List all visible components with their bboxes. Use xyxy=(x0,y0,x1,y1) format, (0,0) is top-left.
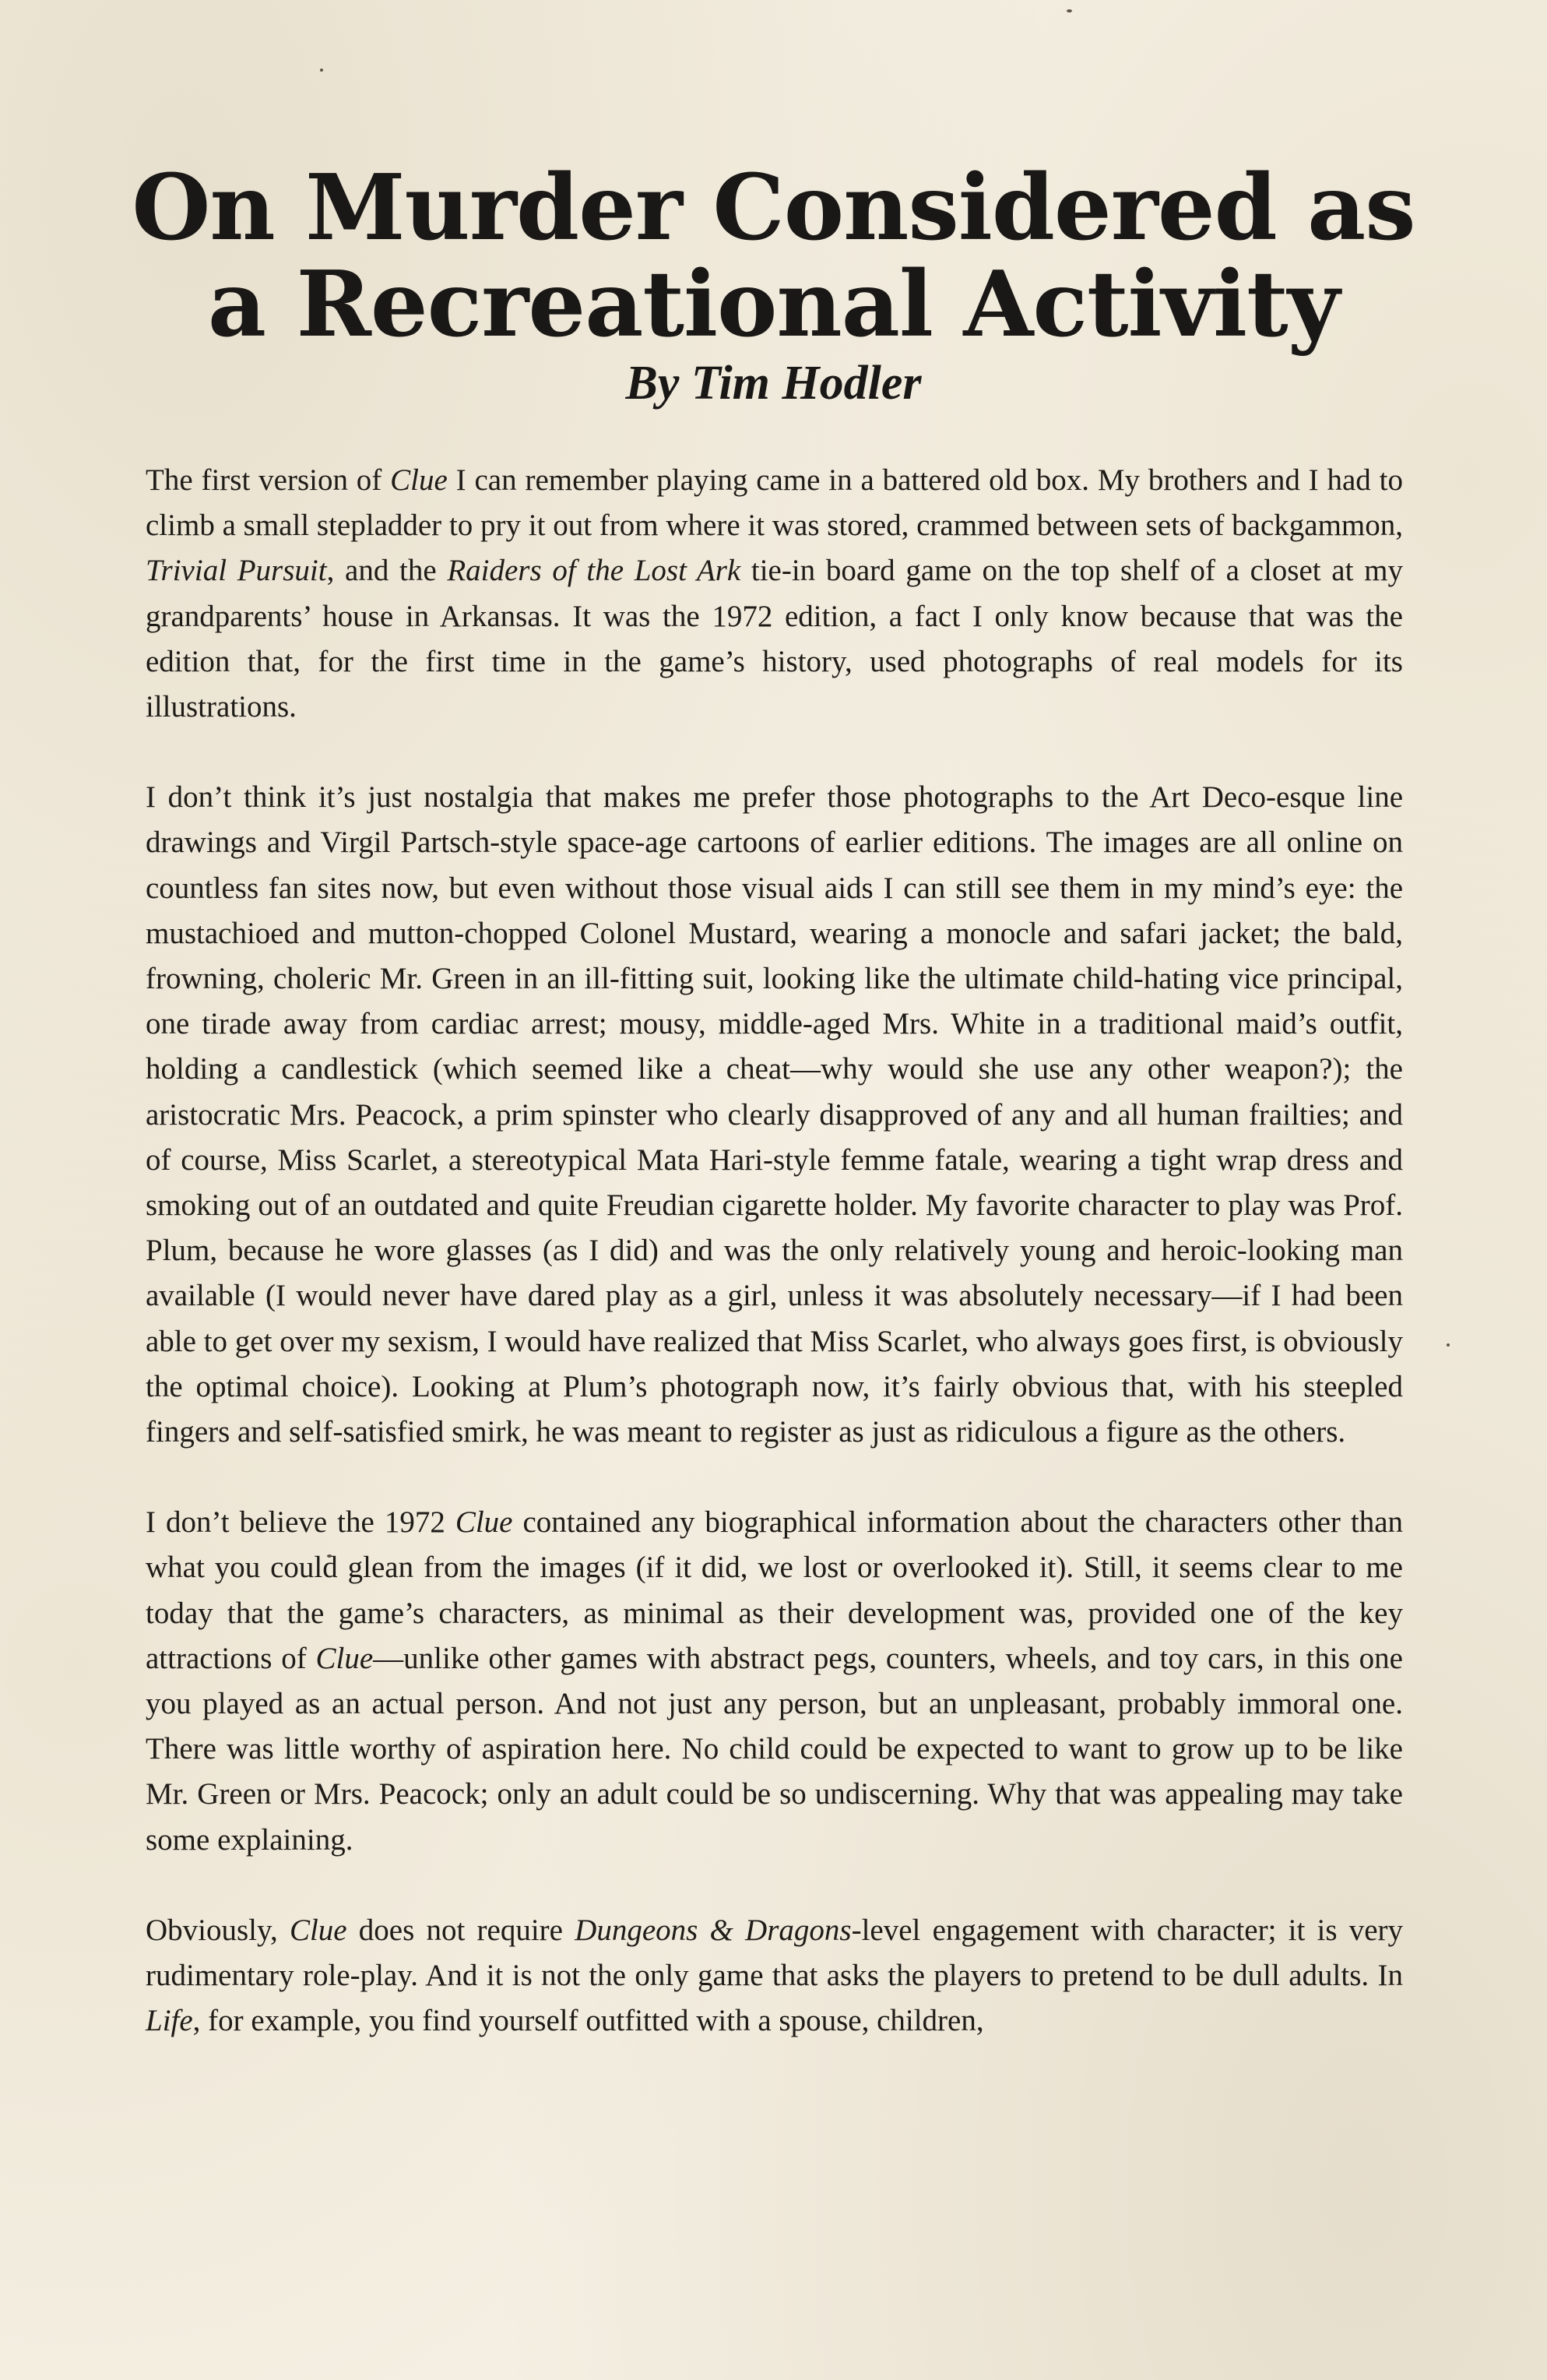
body-text: Obviously, xyxy=(146,1913,290,1947)
article-title xyxy=(117,155,1430,357)
body-text: The first version of xyxy=(146,463,391,497)
body-text: , and the xyxy=(326,554,448,588)
italic-text: Clue xyxy=(455,1505,513,1540)
title-line-2: a Recreational Activity xyxy=(207,252,1340,357)
paragraph xyxy=(146,458,1403,730)
paper-speck xyxy=(1447,1343,1450,1347)
body-text: does not require xyxy=(346,1913,575,1947)
title-line-1: On Murder Considered as xyxy=(132,155,1415,261)
paragraph xyxy=(146,775,1403,1455)
italic-text: Dungeons & Dragons xyxy=(575,1913,852,1947)
body-text: , for example, you find yourself outfitted with a spouse, children, xyxy=(192,2004,984,2038)
italic-text: Life xyxy=(146,2004,193,2038)
paragraph xyxy=(146,1908,1403,2044)
italic-text: Clue xyxy=(315,1641,374,1675)
body-text: -level engagement with character; it is very rudimentary role-play. And it is not the only game that asks the players to pretend to be dull adults. In xyxy=(146,1913,1403,1993)
italic-text: Clue xyxy=(289,1913,347,1947)
body-text: contained any biographical information about the characters other than what you could glean from the images (if it did, we lost or overlooked it). Still, it seems clear to me today that the game’s characters, as minimal as their development was, provided one of the key attractions of xyxy=(146,1505,1403,1675)
body-text: I don’t think it’s just nostalgia that makes me prefer those photographs to the Art Deco-esque line drawings and Virgil Partsch-style space-age cartoons of earlier editions. The images are all online on countless fan sites now, but even without those visual aids I can still see them in my mind’s eye: the mustachioed and mutton-chopped Colonel Mustard, wearing a monocle and safari jacket; the bald, frowning, choleric Mr. Green in an ill-fitting suit, looking like the ultimate child-hating vice principal, one tirade away from cardiac arrest; mousy, middle-aged Mrs. White in a traditional maid’s outfit, holding a candlestick (which seemed like a cheat—why would she use any other weapon?); the aristocratic Mrs. Peacock, a prim spinster who clearly disapproved of any and all human frailties; and of course, Miss Scarlet, a stereotypical Mata Hari-style femme fatale, wearing a tight wrap dress and smoking out of an outdated and quite Freudian cigarette holder. My favorite character to play was Prof. Plum, because he wore glasses (as I did) and was the only relatively young and heroic-looking man available (I would never have dared play as a girl, unless it was absolutely necessary—if I had been able to get over my sexism, I would have realized that Miss Scarlet, who always goes first, is obviously the optimal choice). Looking at Plum’s photograph now, it’s fairly obvious that, with his steepled fingers and self-satisfied smirk, he was meant to register as just as ridiculous a figure as the others. xyxy=(146,780,1403,1449)
byline: By Tim Hodler xyxy=(625,357,922,410)
italic-text: Trivial Pursuit xyxy=(146,554,327,588)
body-text: I don’t believe the 1972 xyxy=(146,1505,455,1540)
paper-speck xyxy=(1067,9,1072,12)
italic-text: Clue xyxy=(390,463,448,497)
italic-text: Raiders of the Lost Ark xyxy=(447,554,741,588)
body-text: —unlike other games with abstract pegs, counters, wheels, and toy cars, in this one you played as an actual person. And not just any person, but an unpleasant, probably immoral one. There was little worthy of aspiration here. No child could be expected to want to grow up to be like Mr. Green or Mrs. Peacock; only an adult could be so undiscerning. Why that was appealing may take some explaining. xyxy=(146,1641,1403,1857)
paper-speck xyxy=(320,69,323,72)
body-text: tie-in board game on the top shelf of a closet at my grandparents’ house in Arkansas. It was the 1972 edition, a fact I only know because that was the edition that, for the first time in the game’s history, used photographs of real models for its illustrations. xyxy=(146,554,1403,724)
body-text: I can remember playing came in a battered old box. My brothers and I had to climb a small stepladder to pry it out from where it was stored, crammed between sets of backgammon, xyxy=(146,463,1403,543)
article-body xyxy=(146,458,1403,2090)
paragraph xyxy=(146,1500,1403,1863)
